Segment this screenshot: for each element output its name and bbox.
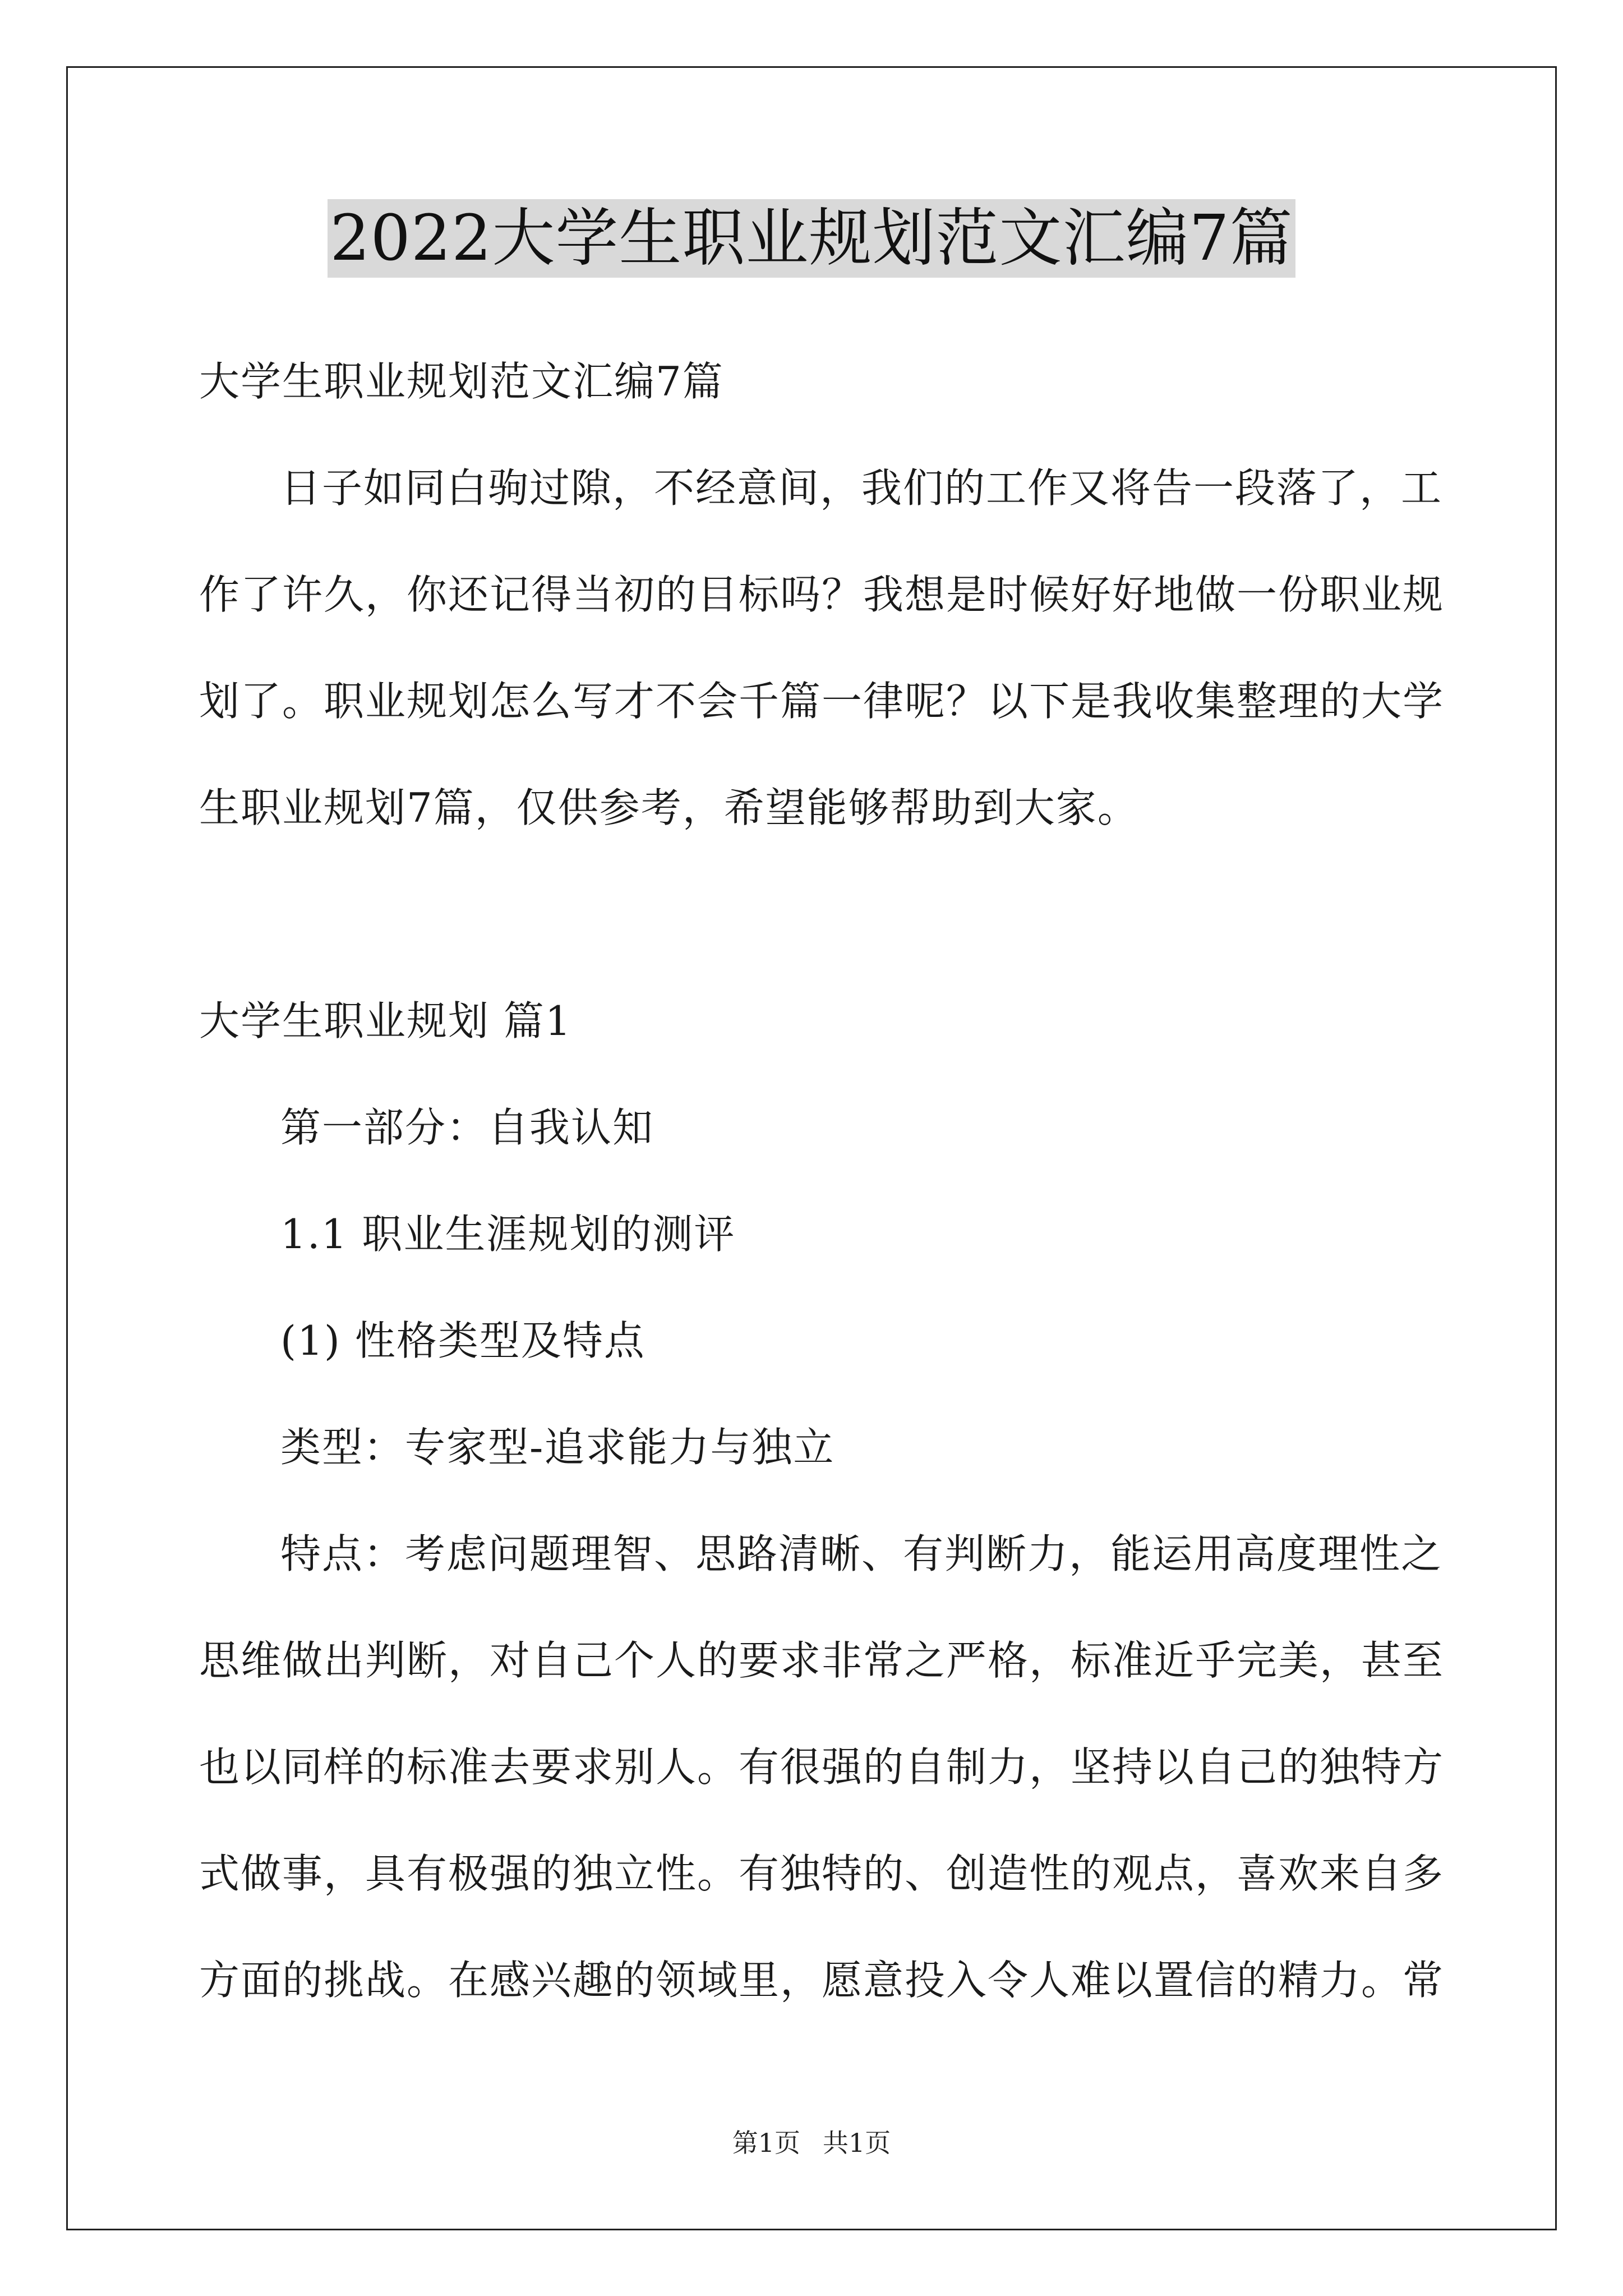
section-heading: 大学生职业规划 篇1 bbox=[199, 997, 572, 1045]
page-number-current: 第1页 bbox=[732, 2128, 800, 2158]
traits-paragraph-line-2: 思维做出判断，对自己个人的要求非常之严格，标准近乎完美，甚至 bbox=[199, 1637, 1445, 1684]
intro-paragraph-line-2: 作了许久，你还记得当初的目标吗？我想是时候好好地做一份职业规 bbox=[199, 571, 1445, 618]
type-line: 类型：专家型-追求能力与独立 bbox=[280, 1424, 835, 1471]
subtitle-line: 大学生职业规划范文汇编7篇 bbox=[199, 358, 724, 405]
intro-paragraph-line-4: 生职业规划7篇，仅供参考，希望能够帮助到大家。 bbox=[199, 784, 1139, 831]
title-container bbox=[0, 199, 1623, 278]
intro-paragraph-line-1: 日子如同白驹过隙，不经意间，我们的工作又将告一段落了，工 bbox=[280, 464, 1443, 512]
subsection-heading: 1.1 职业生涯规划的测评 bbox=[280, 1211, 736, 1258]
page-footer bbox=[0, 2126, 1623, 2160]
traits-paragraph-line-4: 式做事，具有极强的独立性。有独特的、创造性的观点，喜欢来自多 bbox=[199, 1850, 1445, 1897]
traits-paragraph-line-3: 也以同样的标准去要求别人。有很强的自制力，坚持以自己的独特方 bbox=[199, 1743, 1445, 1791]
traits-paragraph-line-5: 方面的挑战。在感兴趣的领域里，愿意投入令人难以置信的精力。常 bbox=[199, 1957, 1445, 2004]
traits-paragraph-line-1: 特点：考虑问题理智、思路清晰、有判断力，能运用高度理性之 bbox=[280, 1530, 1443, 1577]
intro-paragraph-line-3: 划了。职业规划怎么写才不会千篇一律呢？以下是我收集整理的大学 bbox=[199, 678, 1445, 725]
page-number-total: 共1页 bbox=[823, 2128, 891, 2158]
part-heading: 第一部分：自我认知 bbox=[280, 1104, 654, 1151]
item-heading: (1) 性格类型及特点 bbox=[280, 1317, 645, 1364]
document-title: 2022大学生职业规划范文汇编7篇 bbox=[328, 199, 1295, 278]
